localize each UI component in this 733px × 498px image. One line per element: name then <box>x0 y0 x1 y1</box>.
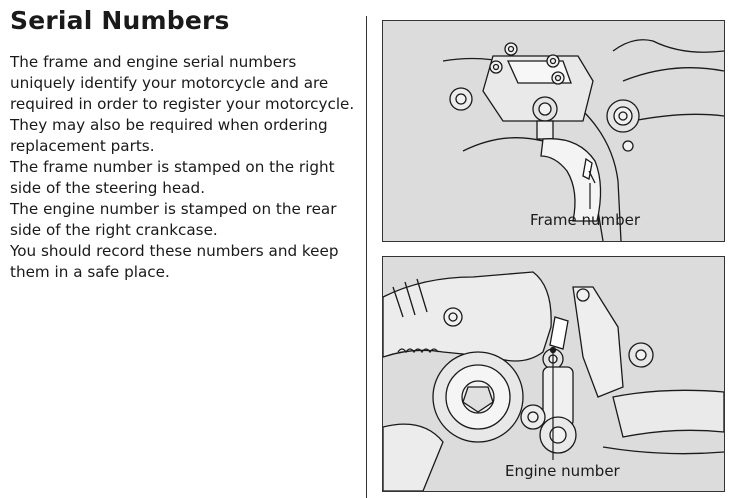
intro-paragraph: The frame and engine serial numbers uniquely identify your motorcycle and are required in order to register your motorcycle. They may also be required when ordering replacement parts. <box>10 53 355 155</box>
engine-number-paragraph: The engine number is stamped on the rear side of the right crankcase. <box>10 200 337 239</box>
frame-number-caption: Frame number <box>530 211 641 229</box>
column-divider <box>366 16 367 498</box>
frame-number-paragraph: The frame number is stamped on the right side of the steering head. <box>10 158 335 197</box>
engine-number-figure <box>382 256 725 492</box>
body-text <box>10 52 362 283</box>
engine-number-caption: Engine number <box>505 462 620 480</box>
record-numbers-paragraph: You should record these numbers and keep them in a safe place. <box>10 242 339 281</box>
frame-number-figure <box>382 20 725 242</box>
crankcase-illustration <box>383 257 724 491</box>
page-title: Serial Numbers <box>10 6 230 35</box>
steering-head-illustration <box>383 21 724 241</box>
